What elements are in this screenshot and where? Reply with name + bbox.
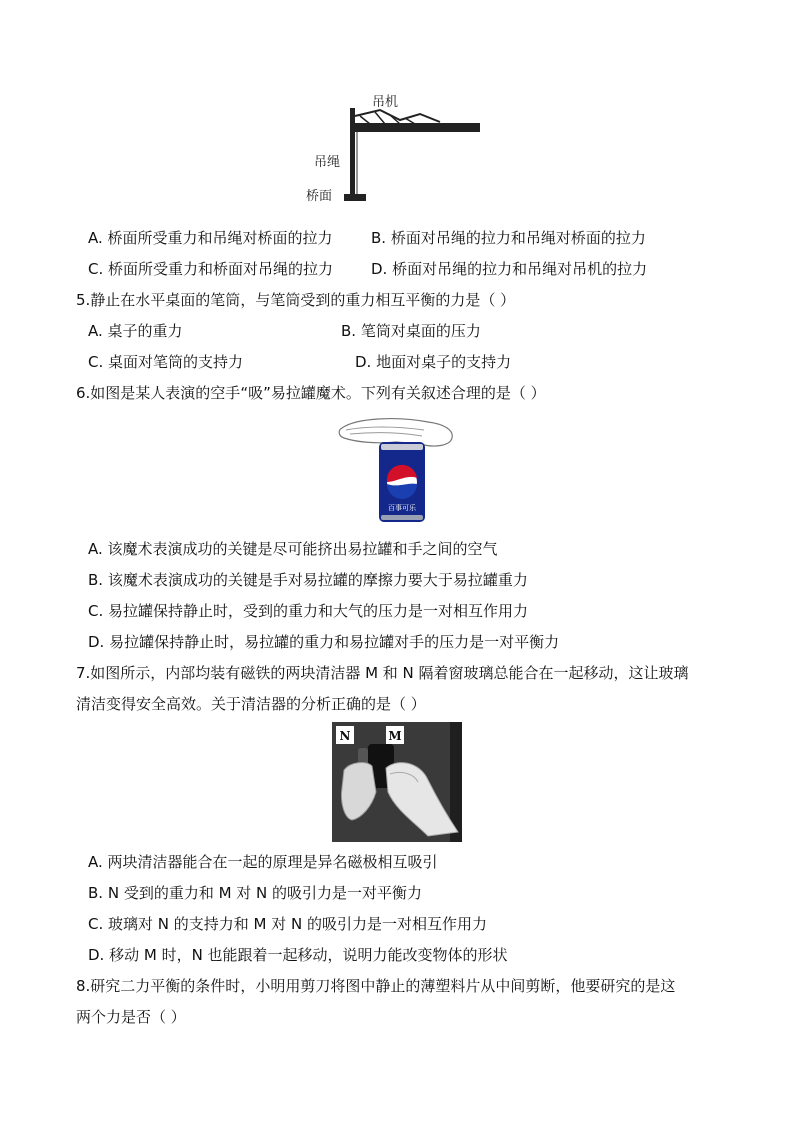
q5-option-c: C. 桌面对笔筒的支持力 xyxy=(88,353,244,371)
q4-option-a: A. 桥面所受重力和吊绳对桥面的拉力 xyxy=(88,229,333,247)
q5-option-a: A. 桌子的重力 xyxy=(88,322,183,340)
q4-option-b: B. 桥面对吊绳的拉力和吊绳对桥面的拉力 xyxy=(371,229,646,247)
q6-stem: 6.如图是某人表演的空手“吸”易拉罐魔术。下列有关叙述合理的是（ ） xyxy=(76,384,546,402)
q6-option-b: B. 该魔术表演成功的关键是手对易拉罐的摩擦力要大于易拉罐重力 xyxy=(88,571,528,589)
q7-option-b: B. N 受到的重力和 M 对 N 的吸引力是一对平衡力 xyxy=(88,884,423,902)
q7-option-c: C. 玻璃对 N 的支持力和 M 对 N 的吸引力是一对相互作用力 xyxy=(88,915,488,933)
bridge-label: 桥面 xyxy=(306,189,333,204)
q6-option-a: A. 该魔术表演成功的关键是尽可能挤出易拉罐和手之间的空气 xyxy=(88,540,498,558)
can-label: 百事可乐 xyxy=(388,504,416,512)
q7-stem-line2: 清洁变得安全高效。关于清洁器的分析正确的是（ ） xyxy=(76,695,426,713)
q7-stem-line1: 7.如图所示，内部均装有磁铁的两块清洁器 M 和 N 隔着窗玻璃总能合在一起移动，这让玻璃 xyxy=(76,664,689,682)
crane-label: 吊机 xyxy=(372,95,399,110)
q5-stem: 5.静止在水平桌面的笔筒，与笔筒受到的重力相互平衡的力是（ ） xyxy=(76,291,516,309)
q7-option-a: A. 两块清洁器能合在一起的原理是异名磁极相互吸引 xyxy=(88,853,438,871)
q8-stem-line1: 8.研究二力平衡的条件时，小明用剪刀将图中静止的薄塑料片从中间剪断，他要研究的是这 xyxy=(76,977,676,995)
m-label: M xyxy=(388,729,402,743)
rope-label: 吊绳 xyxy=(314,155,341,170)
q7-option-d: D. 移动 M 时，N 也能跟着一起移动，说明力能改变物体的形状 xyxy=(88,946,508,964)
q5-option-b: B. 笔筒对桌面的压力 xyxy=(341,322,481,340)
n-label: N xyxy=(339,729,351,743)
q6-option-c: C. 易拉罐保持静止时，受到的重力和大气的压力是一对相互作用力 xyxy=(88,602,529,620)
q8-stem-line2: 两个力是否（ ） xyxy=(76,1008,186,1026)
can-magic-figure xyxy=(336,412,460,528)
q6-option-d: D. 易拉罐保持静止时，易拉罐的重力和易拉罐对手的压力是一对平衡力 xyxy=(88,633,560,651)
q4-option-c: C. 桥面所受重力和桥面对吊绳的拉力 xyxy=(88,260,334,278)
q4-option-d: D. 桥面对吊绳的拉力和吊绳对吊机的拉力 xyxy=(371,260,648,278)
crane-figure xyxy=(300,88,490,206)
window-cleaner-figure xyxy=(332,722,462,842)
q5-option-d: D. 地面对桌子的支持力 xyxy=(355,353,512,371)
